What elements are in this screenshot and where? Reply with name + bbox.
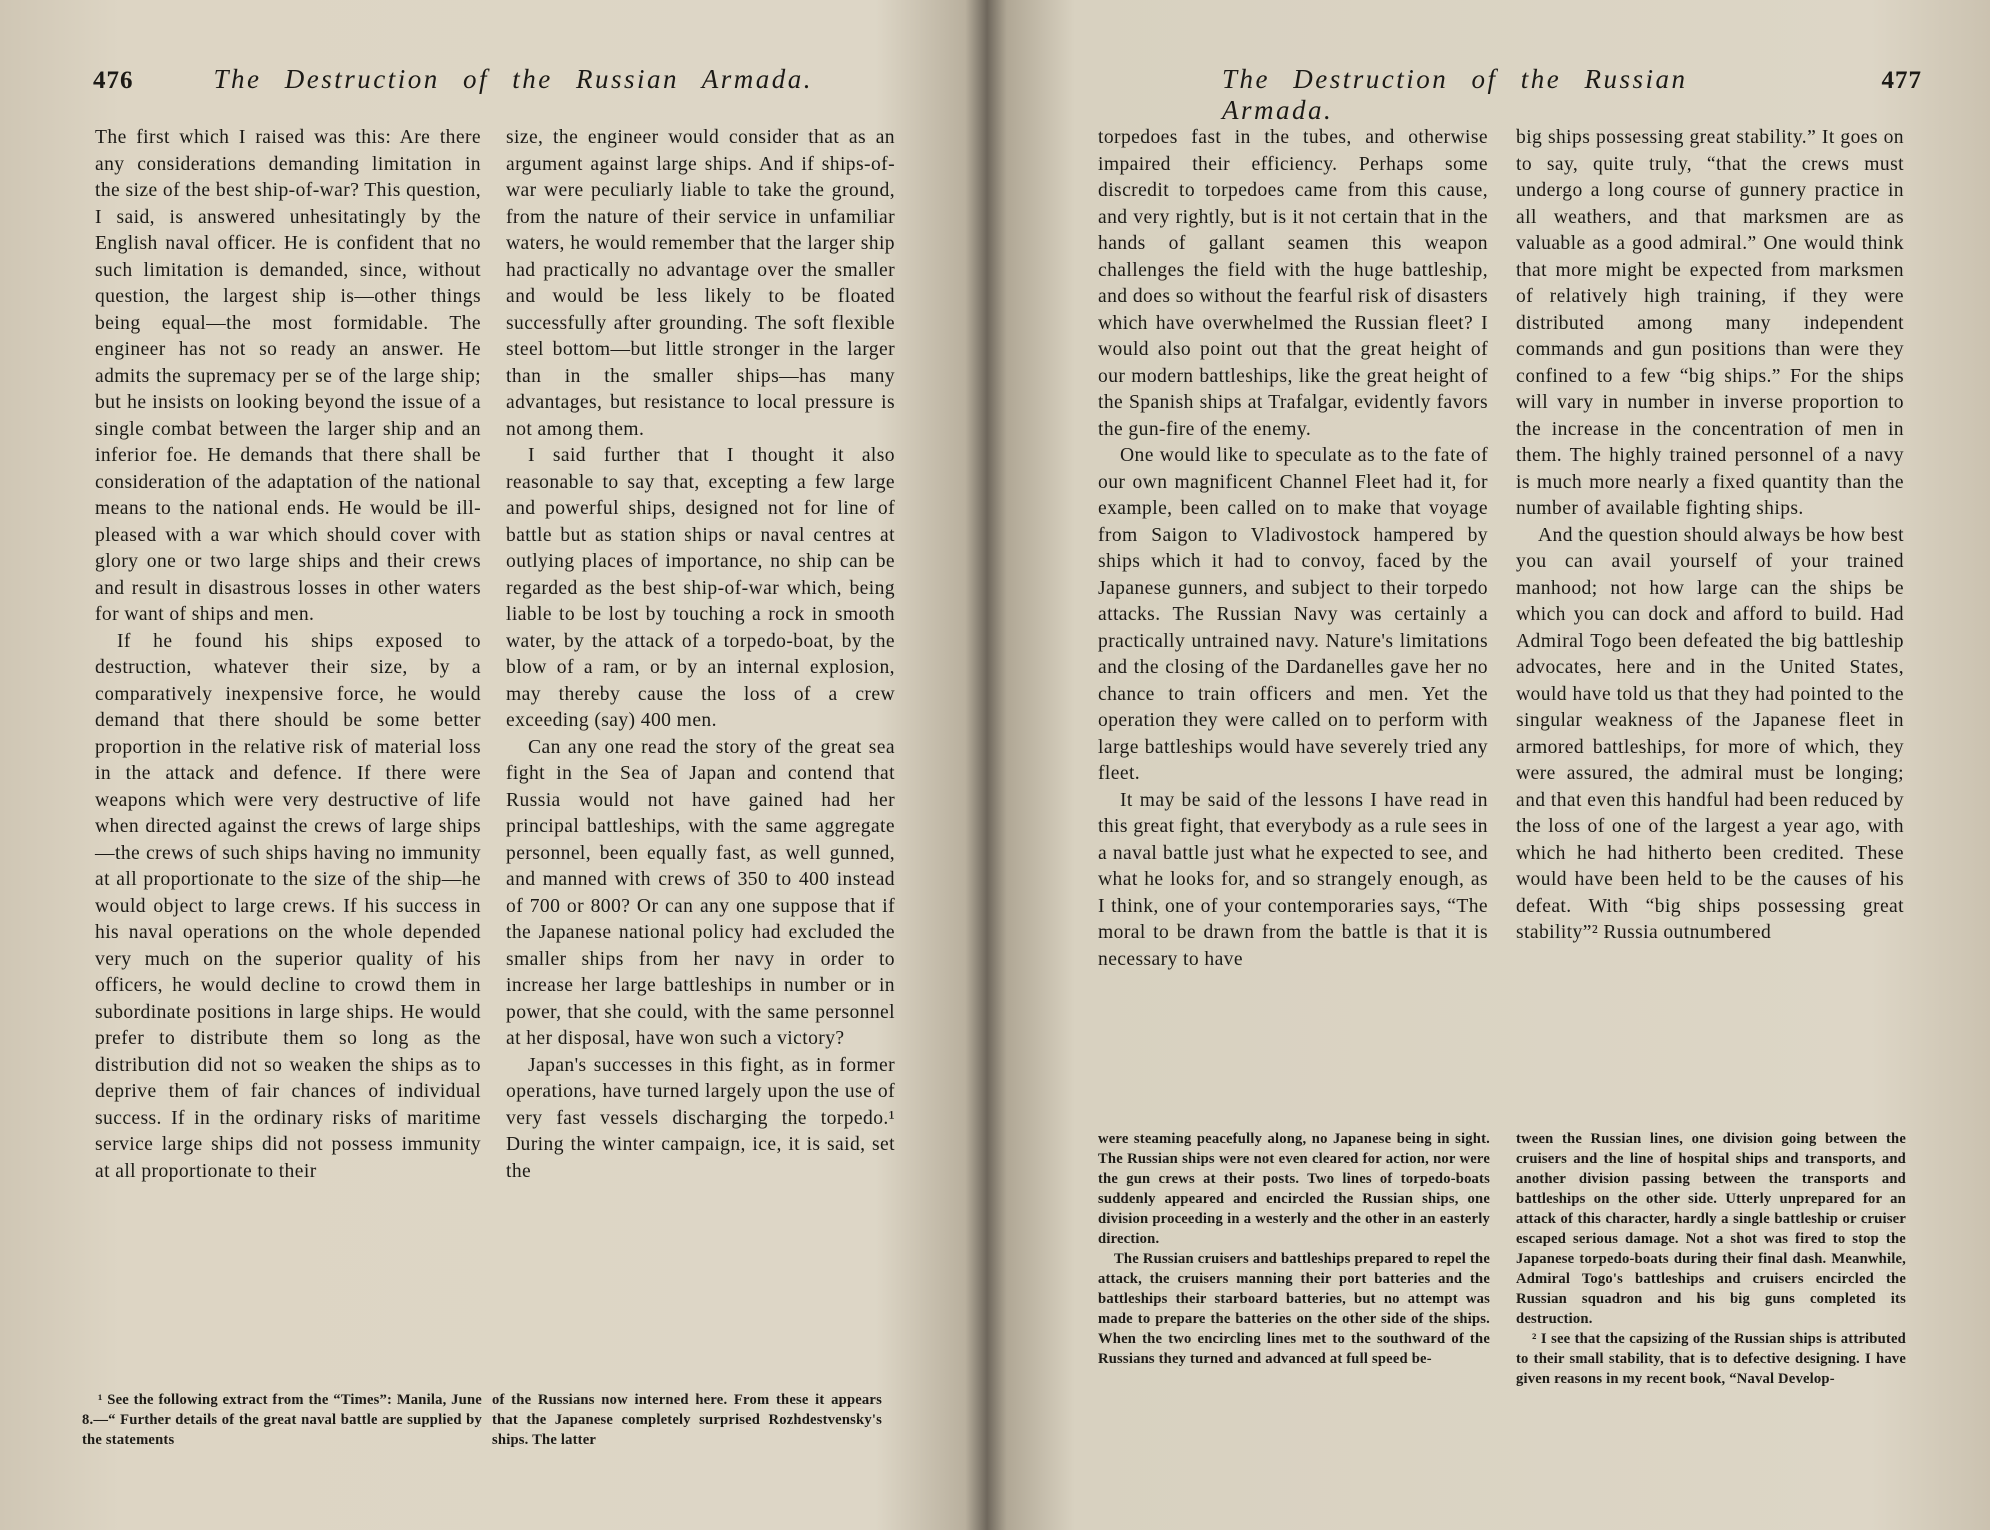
- paragraph: One would like to speculate as to the fate of our own magnificent Channel Fleet had it, for example, been called on to make that voyage from Saigon to Vladivostock hampered by ships which it had to convoy, faced by the Japanese gunners, and subject to their torpedo attacks. The Russian Navy was certainly a practically untrained navy. Nature's limitations and the closing of the Dardanelles gave her no chance to train officers and men. Yet the operation they were called on to perform with large battleships would have severely tried any fleet.: [1098, 445, 1488, 784]
- text-column-1: [1098, 125, 1488, 973]
- footnote-column-2: [492, 1390, 882, 1450]
- paragraph: Can any one read the story of the great sea fight in the Sea of Japan and contend that Russia would not have gained had her principal battleships, with the same aggregate personnel, been equally fast, as well gunned, and manned with crews of 350 to 400 instead of 700 or 800? Or can any one suppose that if the Japanese national policy had excluded the smaller ships from her navy in order to increase her large battleships in number or in power, that she could, with the same personnel at her disposal, have won such a victory?: [506, 736, 895, 1049]
- running-title: The Destruction of the Russian Armada.: [213, 64, 813, 94]
- page-number: 476: [93, 67, 134, 94]
- paragraph: It may be said of the lessons I have read in this great fight, that everybody as a rule sees in a naval battle just what he expected to see, and what he looks for, and so strangely enough, as I think, one of your contemporaries says, “The moral to be drawn from the battle is that it is necessary to have: [1098, 789, 1488, 970]
- paragraph: And the question should always be how best you can avail yourself of your trained manhood; not how large can the ships be which you can dock and afford to build. Had Admiral Togo been defeated the big battleship advocates, here and in the United States, would have told us that they had pointed to the singular weakness of the Japanese fleet in armored battleships, for more of which, they were assured, the admiral must be longing; and that even this handful had been reduced by the loss of one of the largest a year ago, with which he had hitherto been credited. These would have been held to be the causes of his defeat. With “big ships possessing great stability”² Russia outnumbered: [1516, 524, 1904, 943]
- footnote: ¹ See the following extract from the “Times”: Manila, June 8.—“ Further details of the great naval battle are supplied by the statements: [82, 1392, 482, 1448]
- page-number: 477: [1881, 67, 1922, 94]
- paragraph: Japan's successes in this fight, as in former operations, have turned largely upon the use of very fast vessels discharging the torpedo.¹ During the winter campaign, ice, it is said, set the: [506, 1054, 895, 1182]
- paragraph: torpedoes fast in the tubes, and otherwise impaired their efficiency. Perhaps some discredit to torpedoes came from this cause, and very rightly, but is it not certain that in the hands of gallant seamen this weapon challenges the field with the huge battleship, and does so without the fearful risk of disasters which have overwhelmed the Russian fleet? I would also point out that the great height of our modern battleships, like the great height of the Spanish ships at Trafalgar, evidently favors the gun-fire of the enemy.: [1098, 127, 1488, 440]
- running-head: [93, 64, 913, 108]
- paragraph: The first which I raised was this: Are there any considerations demanding limitation in the size of the best ship-of-war? This question, I said, is answered unhesitatingly by the English naval officer. He is confident that no such limitation is demanded, since, without question, the largest ship is—other things being equal—the most formidable. The engineer has not so ready an answer. He admits the supremacy per se of the large ship; but he insists on looking beyond the issue of a single combat between the larger ship and an inferior foe. He demands that there shall be consideration of the adaptation of the national means to the national ends. He would be ill-pleased with a war which should cover with glory one or two large ships and their crews and result in disastrous losses in other waters for want of ships and men.: [95, 127, 481, 625]
- running-title: The Destruction of the Russian Armada.: [1222, 64, 1688, 125]
- footnote-column-1: [1098, 1129, 1490, 1369]
- footnote: of the Russians now interned here. From these it appears that the Japanese completely surprised Rozhdestvensky's ships. The latter: [492, 1392, 882, 1448]
- text-column-1: [95, 125, 481, 1185]
- paragraph: size, the engineer would consider that as an argument against large ships. And if ships-of-war were peculiarly liable to take the ground, from the nature of their service in unfamiliar waters, he would remember that the larger ship had practically no advantage over the smaller and would be less likely to be floated successfully after grounding. The soft flexible steel bottom—but little stronger in the larger than in the smaller ships—has many advantages, but resistance to local pressure is not among them.: [506, 127, 895, 440]
- text-column-2: [1516, 125, 1904, 947]
- footnote: ² I see that the capsizing of the Russian ships is attributed to their small stability, that is to defective designing. I have given reasons in my recent book, “Naval Develop-: [1516, 1331, 1906, 1387]
- paragraph: big ships possessing great stability.” It goes on to say, quite truly, “that the crews must undergo a long course of gunnery practice in all weathers, and that marksmen are as valuable as a good admiral.” One would think that more might be expected from marksmen of relatively high training, if they were distributed among many independent commands and gun positions than were they confined to a few “big ships.” For the ships will vary in number in inverse proportion to the increase in the concentration of men in them. The highly trained personnel of a navy is much more nearly a fixed quantity than the number of available fighting ships.: [1516, 127, 1904, 519]
- footnote: The Russian cruisers and battleships prepared to repel the attack, the cruisers manning their port batteries and the battleships their starboard batteries, but no attempt was made to prepare the batteries on the other side of the ships. When the two encircling lines met to the southward of the Russians they turned and advanced at full speed be-: [1098, 1251, 1490, 1367]
- footnote-column-1: [82, 1390, 482, 1450]
- paragraph: I said further that I thought it also reasonable to say that, excepting a few large and powerful ships, designed not for line of battle but as station ships or naval centres at outlying places of importance, no ship can be regarded as the best ship-of-war which, being liable to be lost by touching a rock in smooth water, by the attack of a torpedo-boat, by the blow of a ram, or by an internal explosion, may thereby cause the loss of a crew exceeding (say) 400 men.: [506, 445, 895, 731]
- footnote-column-2: [1516, 1129, 1906, 1389]
- right-page: [1000, 0, 1990, 1530]
- left-page: [0, 0, 990, 1530]
- footnote: were steaming peacefully along, no Japanese being in sight. The Russian ships were not even cleared for action, nor were the gun crews at their posts. Two lines of torpedo-boats suddenly appeared and encircled the Russian ships, one division proceeding in a westerly and the other in an easterly direction.: [1098, 1131, 1490, 1247]
- paragraph: If he found his ships exposed to destruction, whatever their size, by a comparatively inexpensive force, he would demand that there should be some better proportion in the relative risk of material loss in the attack and defence. If there were weapons which were very destructive of life when directed against the crews of large ships—the crews of such ships having no immunity at all proportionate to the size of the ship—he would object to large crews. If his success in his naval operations on the whole depended very much on the superior quality of his officers, he would decline to crowd them in subordinate positions in large ships. He would prefer to distribute them so long as the distribution did not so weaken the ships as to deprive them of fair chances of individual success. If in the ordinary risks of maritime service large ships did not possess immunity at all proportionate to their: [95, 630, 481, 1182]
- running-head: [1222, 64, 1922, 125]
- text-column-2: [506, 125, 895, 1185]
- footnote: tween the Russian lines, one division going between the cruisers and the line of hospital ships and transports, and another division passing between the transports and battleships on the other side. Utterly unprepared for an attack of this character, hardly a single battleship or cruiser escaped serious damage. Not a shot was fired to stop the Japanese torpedo-boats during their final dash. Meanwhile, Admiral Togo's battleships and cruisers encircled the Russian squadron and his big guns completed its destruction.: [1516, 1131, 1906, 1327]
